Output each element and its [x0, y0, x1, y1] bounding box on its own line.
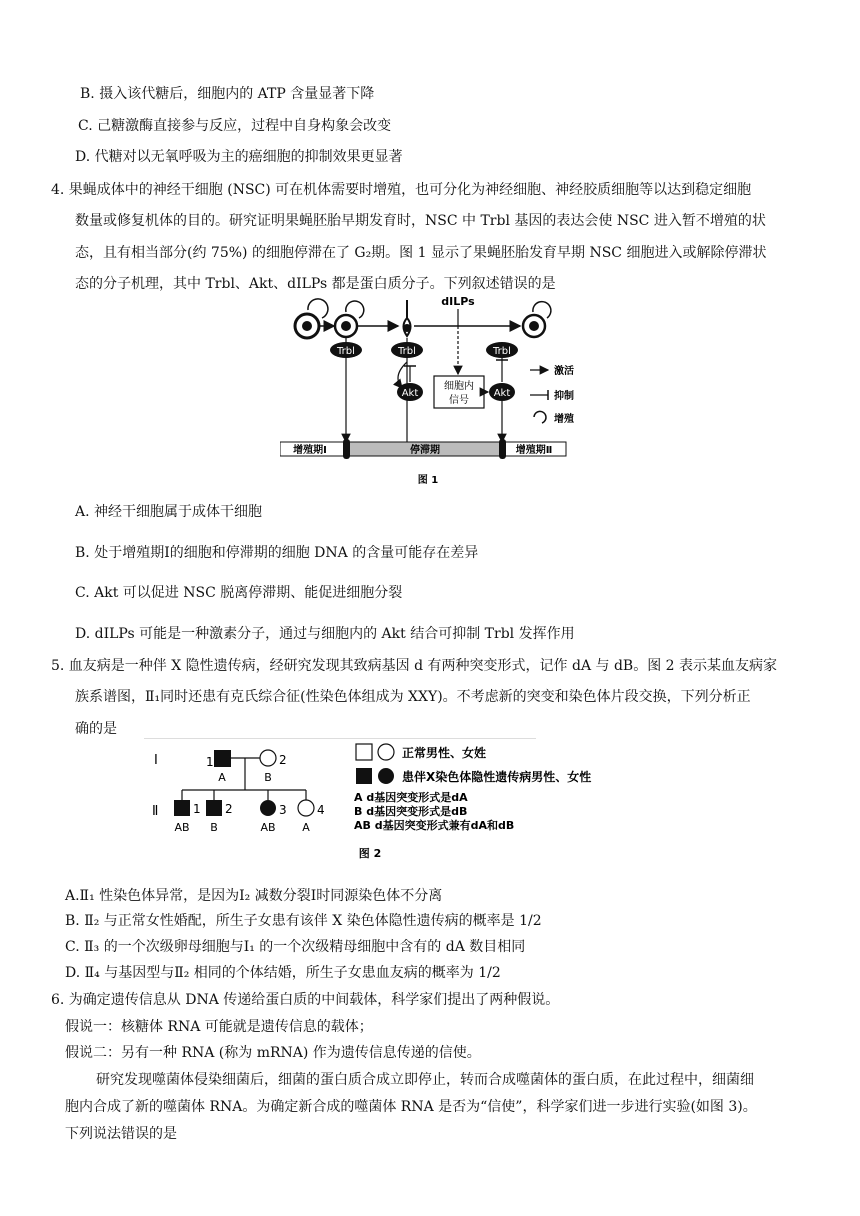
q4-stem-line-3: 态，且有相当部分(约 75%) 的细胞停滞在了 G₂期。图 1 显示了果蝇胚胎发育早期 NSC 细胞进入或解除停滞状	[75, 245, 767, 261]
affected-male-legend-icon	[356, 768, 372, 784]
affected-male-icon	[214, 750, 231, 767]
legend-b-label: B d基因突变形式是dB	[354, 805, 468, 818]
normal-female-icon	[298, 800, 314, 816]
dilps-label: dILPs	[441, 296, 475, 308]
affected-female-icon	[260, 800, 276, 816]
i1-genotype: A	[218, 771, 226, 784]
figure-2-pedigree	[144, 738, 624, 866]
q3-option-b: B. 摄入该代糖后，细胞内的 ATP 含量显著下降	[80, 86, 375, 102]
i1-number: 1	[206, 755, 214, 769]
q6-hypothesis-1: 假说一：核糖体 RNA 可能就是遗传信息的载体；	[65, 1019, 373, 1035]
q6-paragraph-line-2: 胞内合成了新的噬菌体 RNA。为确定新合成的噬菌体 RNA 是否为“信使”，科学家们进一步进行实验(如图 3)。	[65, 1099, 757, 1115]
trbl-label: Trbl	[337, 346, 355, 357]
q3-option-c: C. 己糖激酶直接参与反应，过程中自身构象会改变	[78, 118, 392, 134]
affected-female-legend-icon	[378, 768, 394, 784]
i2-number: 2	[279, 753, 287, 767]
ii2-number: 2	[225, 802, 233, 816]
ii3-genotype: AB	[260, 821, 276, 834]
q3-option-d: D. 代糖对以无氧呼吸为主的癌细胞的抑制效果更显著	[75, 149, 403, 165]
legend-a-label: A d基因突变形式是dA	[354, 791, 468, 804]
q5-stem-line-2: 族系谱图，Ⅱ₁同时还患有克氏综合征(性染色体组成为 XXY)。不考虑新的突变和染色体片段交换，下列分析正	[75, 689, 751, 705]
i2-genotype: B	[264, 771, 272, 784]
normal-female-icon	[260, 750, 276, 766]
ii1-number: 1	[193, 802, 201, 816]
nsc-cell-icon	[523, 302, 551, 337]
legend-activate-label: 激活	[554, 366, 574, 377]
akt-label: Akt	[493, 388, 511, 399]
q4-option-c: C. Akt 可以促进 NSC 脱离停滞期、能促进细胞分裂	[75, 585, 403, 601]
generation-2-label: Ⅱ	[152, 804, 159, 819]
q4-stem-line-4: 态的分子机理，其中 Trbl、Akt、dILPs 都是蛋白质分子。下列叙述错误的是	[75, 276, 556, 292]
normal-male-legend-icon	[356, 744, 372, 760]
akt-label: Akt	[401, 388, 419, 399]
q6-hypothesis-2: 假说二：另有一种 RNA (称为 mRNA) 作为遗传信息传递的信使。	[65, 1045, 481, 1061]
legend-normal-label: 正常男性、女姓	[402, 746, 487, 760]
phase-3-label: 增殖期Ⅱ	[515, 445, 553, 456]
q5-stem-line-3: 确的是	[75, 721, 117, 737]
trbl-label: Trbl	[493, 346, 511, 357]
phase-2-label: 停滞期	[410, 445, 440, 456]
trbl-label: Trbl	[398, 346, 416, 357]
q5-option-d: D. Ⅱ₄ 与基因型与Ⅱ₂ 相同的个体结婚，所生子女患血友病的概率为 1/2	[65, 965, 501, 981]
q6-stem: 6. 为确定遗传信息从 DNA 传递给蛋白质的中间载体，科学家们提出了两种假说。	[51, 992, 560, 1008]
q5-stem-line-1: 5. 血友病是一种伴 X 隐性遗传病，经研究发现其致病基因 d 有两种突变形式，记作 dA 与 dB。图 2 表示某血友病家	[51, 658, 778, 674]
signal-label-2: 信号	[449, 395, 469, 406]
normal-female-legend-icon	[378, 744, 394, 760]
q4-stem-line-1: 4. 果蝇成体中的神经干细胞 (NSC) 可在机体需要时增殖，也可分化为神经细胞、神经胶质细胞等以达到稳定细胞	[51, 182, 752, 198]
legend-affected-label: 患伴X染色体隐性遗传病男性、女性	[402, 770, 592, 784]
figure-1-nsc-mechanism	[280, 296, 600, 488]
q4-stem-line-2: 数量或修复机体的目的。研究证明果蝇胚胎早期发育时，NSC 中 Trbl 基因的表达会使 NSC 进入暂不增殖的状	[75, 213, 766, 229]
affected-male-icon	[206, 800, 222, 816]
q5-option-a: A.Ⅱ₁ 性染色体异常，是因为Ⅰ₂ 减数分裂Ⅰ时同源染色体不分离	[65, 888, 443, 904]
q5-option-c: C. Ⅱ₃ 的一个次级卵母细胞与Ⅰ₁ 的一个次级精母细胞中含有的 dA 数目相同	[65, 939, 526, 955]
legend-ab-label: AB d基因突变形式兼有dA和dB	[354, 819, 515, 832]
legend-proliferate-label: 增殖	[554, 414, 574, 425]
ii3-number: 3	[279, 803, 287, 817]
q4-option-a: A. 神经干细胞属于成体干细胞	[75, 504, 263, 520]
q5-option-b: B. Ⅱ₂ 与正常女性婚配，所生子女患有该伴 X 染色体隐性遗传病的概率是 1/2	[65, 913, 542, 929]
q4-option-d: D. dILPs 可能是一种激素分子，通过与细胞内的 Akt 结合可抑制 Trbl 发挥作用	[75, 626, 575, 642]
ii1-genotype: AB	[174, 821, 190, 834]
nsc-cell-icon	[335, 301, 364, 337]
figure-2-caption: 图 2	[358, 847, 382, 860]
quiescent-nsc-icon	[403, 300, 411, 336]
ii4-genotype: A	[302, 821, 310, 834]
figure-1-caption: 图 1	[417, 475, 439, 486]
signal-label-1: 细胞内	[444, 381, 474, 392]
ii2-genotype: B	[210, 821, 218, 834]
affected-male-icon	[174, 800, 190, 816]
q4-option-b: B. 处于增殖期Ⅰ的细胞和停滞期的细胞 DNA 的含量可能存在差异	[75, 545, 479, 561]
nsc-cell-icon	[295, 299, 328, 338]
phase-1-label: 增殖期Ⅰ	[293, 445, 327, 456]
legend-inhibit-label: 抑制	[554, 391, 574, 402]
q6-paragraph-line-3: 下列说法错误的是	[65, 1126, 177, 1142]
ii4-number: 4	[317, 803, 325, 817]
q6-paragraph-line-1: 研究发现噬菌体侵染细菌后，细菌的蛋白质合成立即停止，转而合成噬菌体的蛋白质，在此过程中，细菌细	[96, 1072, 754, 1088]
generation-1-label: Ⅰ	[154, 753, 158, 768]
